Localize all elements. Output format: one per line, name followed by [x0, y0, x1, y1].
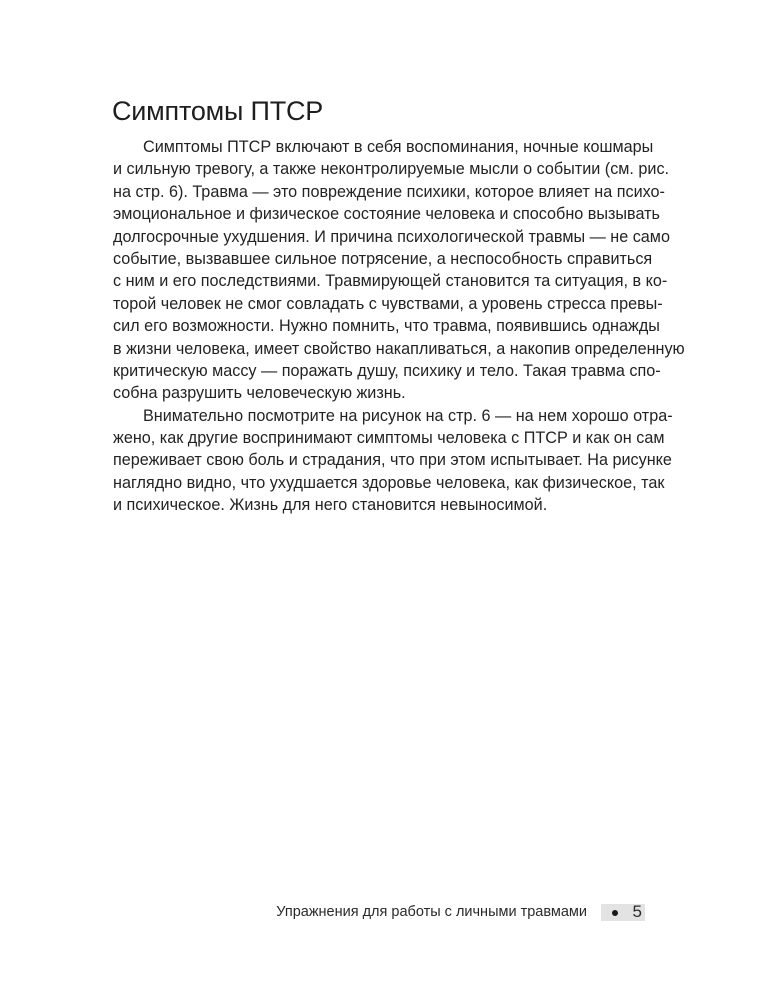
page-number-box — [601, 904, 645, 921]
section-title: Симптомы ПТСР — [112, 96, 324, 126]
page-footer — [0, 900, 759, 926]
text-line: критическую массу — поражать душу, психику и тело. Такая травма спо- — [113, 361, 661, 380]
body-text — [113, 136, 685, 517]
text-line: эмоциональное и физическое состояние человека и способно вызывать — [113, 205, 660, 224]
text-line: и психическое. Жизнь для него становится невыносимой. — [113, 496, 548, 515]
text-line: сил его возможности. Нужно помнить, что травма, появившись однажды — [113, 317, 660, 336]
bullet-icon — [612, 910, 618, 916]
paragraph-1 — [113, 136, 685, 405]
running-footer-title: Упражнения для работы с личными травмами — [276, 904, 587, 920]
text-line: в жизни человека, имеет свойство накапливаться, а накопив определенную — [113, 339, 685, 358]
text-line: на стр. 6). Травма — это повреждение психики, которое влияет на психо- — [113, 182, 665, 201]
text-line: Внимательно посмотрите на рисунок на стр. 6 — на нем хорошо отра- — [143, 406, 673, 425]
text-line: Симптомы ПТСР включают в себя воспоминания, ночные кошмары — [143, 138, 654, 156]
text-line: событие, вызвавшее сильное потрясение, а неспособность справиться — [113, 249, 653, 268]
page-number: 5 — [632, 902, 642, 921]
paragraph-2 — [113, 405, 673, 517]
text-line: жено, как другие воспринимают симптомы человека с ПТСР и как он сам — [113, 429, 665, 448]
text-line: собна разрушить человеческую жизнь. — [113, 384, 406, 403]
text-line: наглядно видно, что ухудшается здоровье человека, как физическое, так — [113, 473, 665, 492]
text-line: с ним и его последствиями. Травмирующей становится та ситуация, в ко- — [113, 272, 668, 291]
text-line: переживает свою боль и страдания, что при этом испытывает. На рисунке — [113, 451, 672, 470]
text-line: торой человек не смог совладать с чувствами, а уровень стресса превы- — [113, 294, 663, 313]
text-line: долгосрочные ухудшения. И причина психологической травмы — не само — [113, 227, 670, 246]
text-line: и сильную тревогу, а также неконтролируемые мысли о событии (см. рис. — [113, 160, 670, 179]
